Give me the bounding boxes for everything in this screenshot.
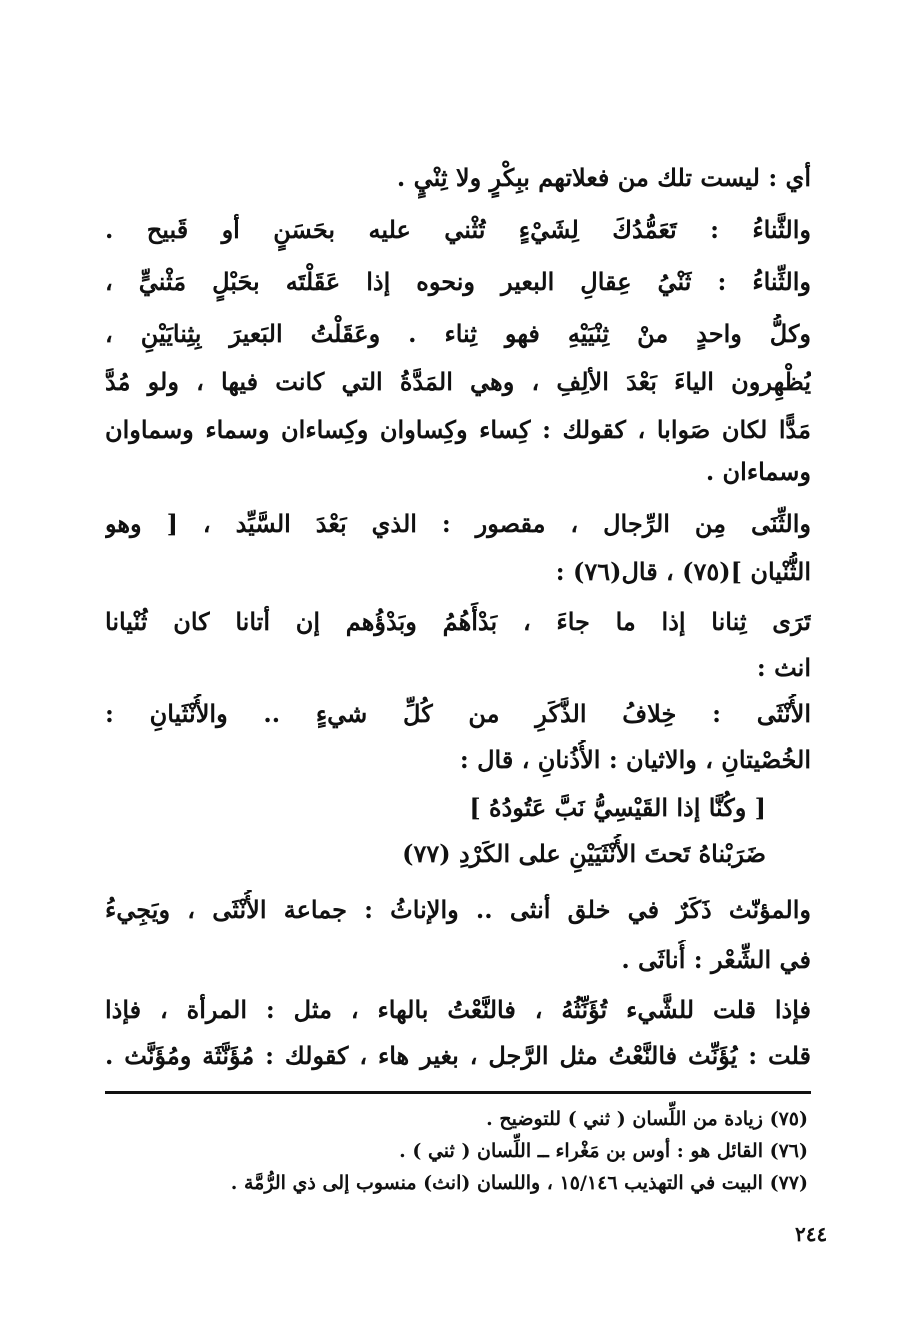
verse-line: تَرَى ثِنانا إذا ما جاءَ ، بَدْأَهُمُ وبَدْؤُهم إن أتانا كان ثُنْيانا (105, 607, 811, 636)
footnote: (٧٦) القائل هو : أوس بن مَغْراء ــ اللِّسان ( ثني ) . (399, 1140, 808, 1162)
text-line: فإذا قلت للشَّيء تُؤَنِّثُهُ ، فالنَّعْتُ بالهاء ، مثل : المرأة ، فإذا (105, 995, 811, 1024)
text-line: الأُنْثَى : خِلافُ الذَّكَرِ من كُلِّ شيءٍ .. والأُنْثَيانِ : (105, 699, 811, 728)
text-line: وسماءان . (705, 457, 811, 486)
text-line: الثُّنْيان ](٧٥) ، قال(٧٦) : (555, 557, 811, 586)
text-line: وكلُّ واحدٍ منْ ثِنْيَيْهِ فهو ثِناء . وعَقَلْتُ البَعيرَ بِثِنايَيْنِ ، (105, 319, 811, 348)
text-line: والثَّناءُ : تَعَمُّدُكَ لِشَيْءٍ تُثْني عليه بحَسَنٍ أو قَبيح . (105, 215, 811, 244)
text-line: والثِّنَى مِن الرِّجال ، مقصور : الذي بَعْدَ السَّيِّد ، [ وهو (105, 509, 811, 538)
text-line: أي : ليست تلك من فعلاتهم ببِكْرٍ ولا ثِنْيٍ . (396, 163, 811, 192)
verse-line: [ وكُنَّا إذا القَيْسِيُّ نَبَّ عَتُودُهُ ] (469, 793, 766, 822)
verse-line: ضَرَبْناهُ تَحتَ الأُنْثَيَيْنِ على الكَرْدِ (٧٧) (402, 839, 766, 868)
text-line: يُظْهِرون الياءَ بَعْدَ الألِفِ ، وهي المَدَّةُ التي كانت فيها ، ولو مُدَّ (105, 367, 811, 396)
text-line: والثِّناءُ : ثَنْيُ عِقالِ البعير ونحوه إذا عَقَلْتَه بحَبْلٍ مَثْنيٍّ ، (105, 267, 811, 296)
text-line: في الشِّعْر : أُناثَى . (621, 945, 811, 974)
footnote-divider (105, 1091, 811, 1094)
page-number: ٢٤٤ (795, 1222, 828, 1246)
text-line: الخُصْيتانِ ، والاثيان : الأُذُنانِ ، قال : (459, 745, 811, 774)
entry-heading: انث : (756, 653, 811, 682)
footnote: (٧٥) زيادة من اللِّسان ( ثني ) للتوضيح . (486, 1108, 808, 1130)
text-line: مَدًّا لكان صَوابا ، كقولك : كِساء وكِساوان وكِساءان وسماء وسماوان (105, 415, 811, 444)
text-line: قلت : يُؤَنِّث فالنَّعْتُ مثل الرَّجل ، بغير هاء ، كقولك : مُؤَنَّثَة ومُؤَنَّث . (105, 1041, 811, 1070)
text-line: والمؤنّث ذَكَرٌ في خلق أنثى .. والإناثُ : جماعة الأُنْثَى ، ويَجِيءُ (105, 895, 811, 924)
footnote: (٧٧) البيت في التهذيب ١٥/١٤٦ ، واللسان (انث) منسوب إلى ذي الرُّمَّة . (230, 1172, 808, 1194)
